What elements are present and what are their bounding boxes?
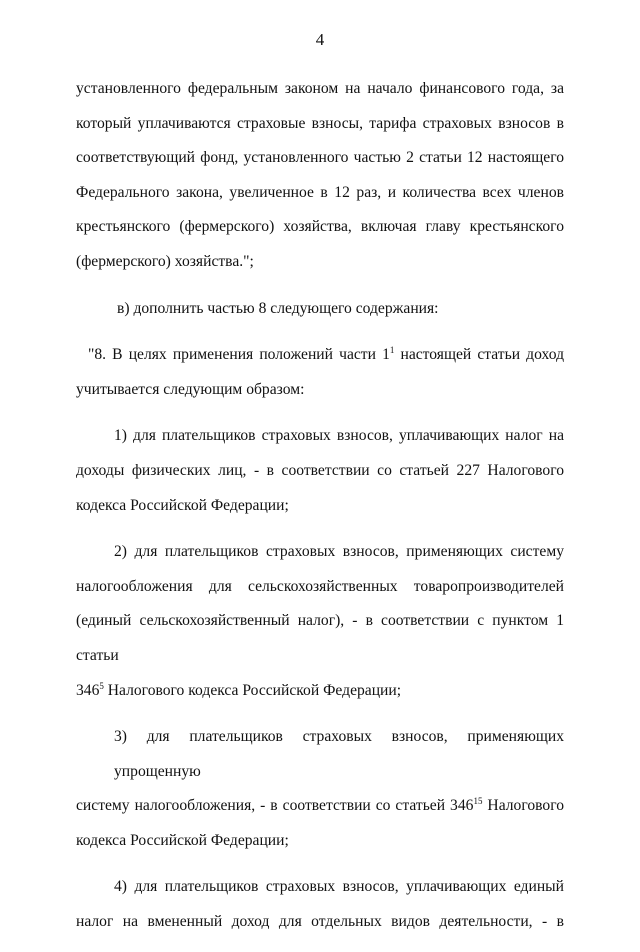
paragraph-tariff-continuation (76, 72, 564, 280)
text-line: 3) для плательщиков страховых взносов, применяющих упрощенную (114, 728, 564, 780)
document-body (76, 72, 564, 952)
text-line: Федерального закона, увеличенное в 12 раз, и количества всех членов (76, 183, 564, 201)
text-line: (единый сельскохозяйственный налог), - в соответствии с пунктом 1 статьи (76, 612, 564, 664)
text-line: 2) для плательщиков страховых взносов, применяющих систему (114, 543, 564, 561)
paragraph-amendment-v (76, 292, 564, 327)
paragraph-item-2 (76, 535, 564, 708)
text-fragment: настоящей статьи доход (394, 346, 565, 364)
paragraph-item-3 (76, 720, 564, 858)
text-line: кодекса Российской Федерации; (76, 496, 289, 514)
text-line: налогообложения для сельскохозяйственных товаропроизводителей (76, 577, 564, 595)
text-line (76, 338, 564, 373)
text-fragment: "8. В целях применения положений части 1 (88, 346, 390, 364)
text-line: (фермерского) хозяйства."; (76, 252, 254, 270)
text-fragment: систему налогообложения, - в соответствии со статьей 346 (76, 797, 474, 815)
text-line (76, 789, 564, 824)
paragraph-part-8 (76, 338, 564, 407)
text-fragment: Налогового кодекса Российской Федерации; (103, 681, 402, 699)
text-line: 4) для плательщиков страховых взносов, уплачивающих единый (114, 878, 564, 896)
text-fragment: Налогового (482, 797, 564, 815)
text-fragment: 346 (76, 681, 100, 699)
text-line: в) дополнить частью 8 следующего содержания: (117, 299, 439, 317)
text-line: кодекса Российской Федерации; (76, 831, 289, 849)
superscript: 15 (473, 796, 483, 807)
text-line: который уплачиваются страховые взносы, тарифа страховых взносов в (76, 114, 564, 132)
text-line: учитывается следующим образом: (76, 380, 305, 398)
superscript: 1 (389, 345, 395, 356)
text-line: 1) для плательщиков страховых взносов, уплачивающих налог на (114, 427, 564, 445)
text-line: налог на вмененный доход для отдельных видов деятельности, - в (76, 913, 564, 931)
text-line: соответствующий фонд, установленного частью 2 статьи 12 настоящего (76, 149, 564, 167)
text-line: доходы физических лиц, - в соответствии со статьей 227 Налогового (76, 461, 564, 479)
text-line: крестьянского (фермерского) хозяйства, включая главу крестьянского (76, 218, 564, 236)
superscript: 5 (99, 680, 104, 691)
paragraph-item-4 (76, 870, 564, 939)
paragraph-item-1 (76, 419, 564, 523)
page-number: 4 (315, 30, 325, 49)
text-line: установленного федеральным законом на начало финансового года, за (76, 80, 564, 97)
text-line (76, 674, 564, 709)
